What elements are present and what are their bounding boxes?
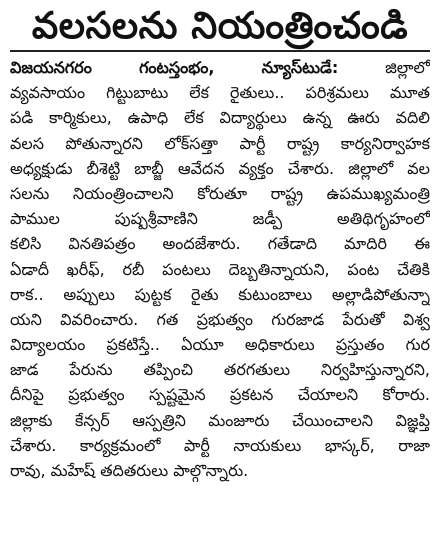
- article-line-13: జాడ పేరును తప్పించి తరగతులు నిర్వహిస్తున్నారని,: [10, 360, 430, 380]
- article-line-12: విద్యాలయం ప్రకటిస్తే.. ఏయూ అధికారులు ప్రస్తుతం గుర: [10, 335, 430, 355]
- article-line-5: అధ్యక్షుడు బీశెట్టి బాబ్జీ ఆవేదన వ్యక్తం చేశారు. జిల్లాలో వల: [10, 158, 430, 178]
- article-line-15: జిల్లాకు కేన్సర్ ఆస్పత్రిని మంజూరు చేయించాలని విజ్ఞప్తి: [10, 410, 430, 430]
- article-line-17: రావు, మహేష్ తదితరులు పాల్గొన్నారు.: [10, 461, 249, 480]
- article-line-4: వలస పోతున్నారని లోక్‌సత్తా పార్టీ రాష్ట్ర కార్యనిర్వాహక: [10, 133, 430, 153]
- article-line-2: వ్యవసాయం గిట్టుబాటు లేక రైతులు.. పరిశ్రమలు మూత: [10, 83, 430, 103]
- article-line-16: చేశారు. కార్యక్రమంలో పార్టీ నాయకులు భాస్కర్, రాజా: [10, 435, 430, 455]
- article-body: [10, 55, 430, 483]
- article-line-3: పడి కార్మికులు, ఉపాధి లేక విద్యార్థులు ఉన్న ఊరు వదిలి: [10, 108, 430, 128]
- headline: వలసలను నియంత్రించండి: [31, 4, 409, 47]
- dateline: విజయనగరం గంటస్తంభం, న్యూస్‌టుడే:: [10, 58, 339, 77]
- article-line-6: సలను నియంత్రించాలని కోరుతూ రాష్ట్ర ఉపముఖ్యమంత్రి: [10, 183, 430, 203]
- article-line-8: కలిసి వినతిపత్రం అందజేశారు. గతేడాది మాదిరి ఈ: [10, 234, 430, 254]
- article-line-10: రాక.. అప్పులు పుట్టక రైతు కుటుంబాలు అల్లాడిపోతున్నా: [10, 284, 430, 304]
- article-line-1: [10, 55, 430, 80]
- article-line-7: పాముల పుష్పశ్రీవాణిని జడ్పీ అతిథిగృహంలో: [10, 209, 430, 229]
- line-1-text: జిల్లాలో: [385, 58, 430, 77]
- headline-rule: [10, 50, 430, 52]
- article-line-9: ఏడాదీ ఖరీఫ్, రబీ పంటలు దెబ్బతిన్నాయని, పంట చేతికి: [10, 259, 430, 279]
- article-line-14: దీనిపై ప్రభుత్వం స్పష్టమైన ప్రకటన చేయాలని కోరారు.: [10, 385, 430, 405]
- article-line-11: యని వివరించారు. గత ప్రభుత్వం గురజాడ పేరుతో విశ్వ: [10, 309, 430, 329]
